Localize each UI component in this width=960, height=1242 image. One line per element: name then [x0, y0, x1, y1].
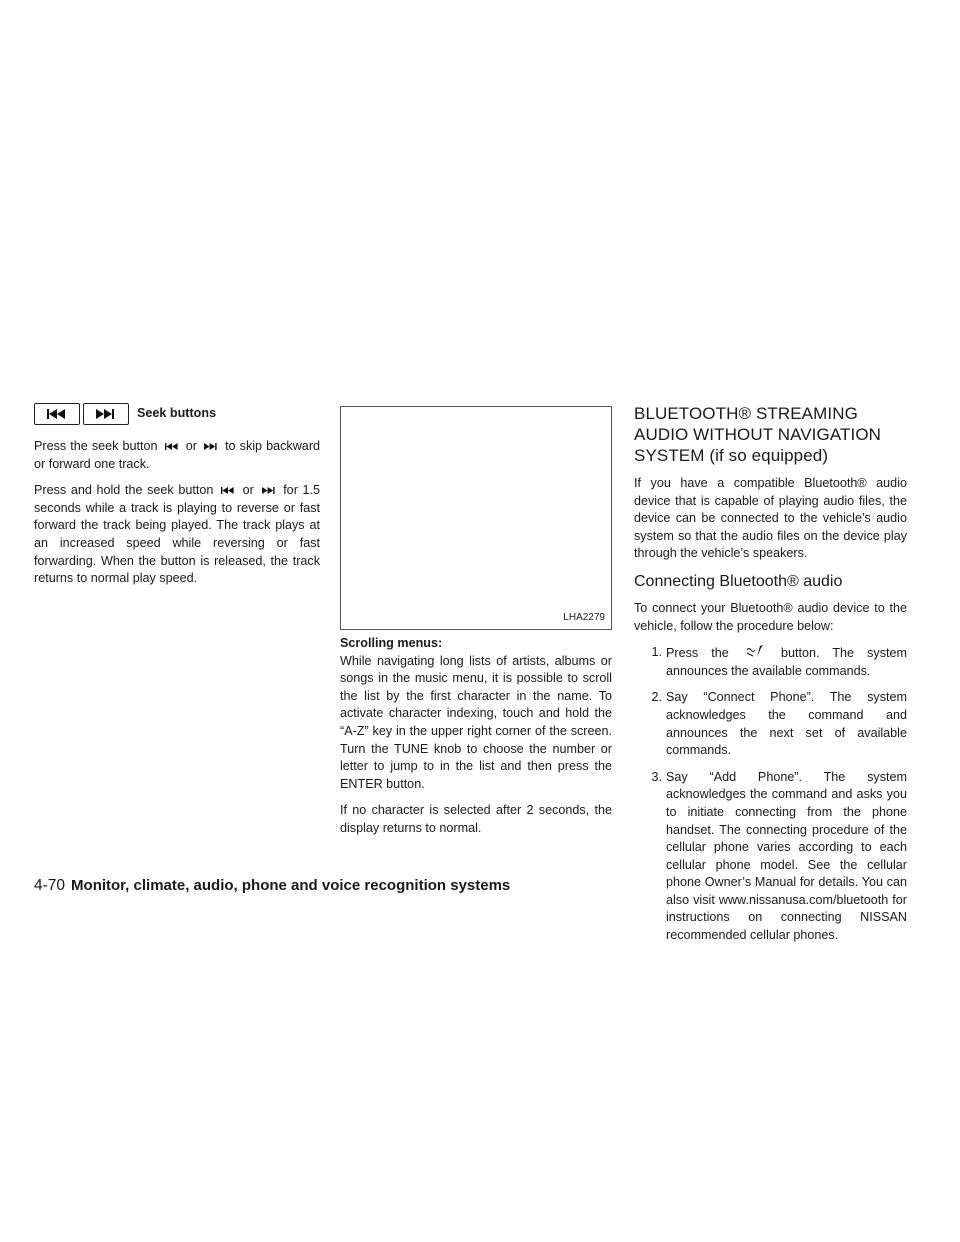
list-item [634, 644, 907, 680]
hold-text-b: for 1.5 seconds while a track is playing to reverse or fast forward the track being played. The track plays at an increased speed while reversing or fast forwarding. When the button is released, the track returns to normal play speed. [34, 483, 321, 586]
column-seek-buttons [34, 402, 320, 597]
scrolling-menus-heading: Scrolling menus: [340, 636, 443, 650]
talk-button-icon [745, 644, 765, 658]
seek-back-icon [221, 486, 235, 495]
bluetooth-section-heading: BLUETOOTH® STREAMING AUDIO WITHOUT NAVIGATION SYSTEM (if so equipped) [634, 404, 882, 465]
connecting-lead-paragraph: To connect your Bluetooth® audio device to the vehicle, follow the procedure below: [634, 600, 907, 633]
seek-buttons-illustration [34, 402, 320, 426]
bluetooth-intro-paragraph: If you have a compatible Bluetooth® audio device that is capable of playing audio files, the device can be connected to the vehicle’s audio system so that the audio files on the device play through the vehicle’s speakers. [634, 476, 907, 561]
scrolling-menus-timeout-paragraph: If no character is selected after 2 seconds, the display returns to normal. [340, 803, 612, 835]
step-number: 3. [651, 769, 662, 784]
seek-text-or: or [185, 439, 197, 453]
seek-back-icon [47, 409, 67, 419]
page-number: 4-70 [34, 877, 66, 894]
column-scrolling-menus [340, 406, 612, 847]
seek-buttons-label: Seek buttons [137, 406, 217, 421]
seek-forward-icon [204, 442, 218, 451]
list-item [634, 689, 907, 759]
hold-text-or: or [242, 483, 254, 498]
seek-forward-button-graphic [83, 403, 129, 425]
connecting-steps-list [634, 644, 907, 945]
list-item [634, 769, 907, 945]
chapter-title: Monitor, climate, audio, phone and voice recognition systems [71, 877, 511, 894]
column-bluetooth-audio [634, 403, 907, 954]
step-body: Say “Connect Phone”. The system acknowledges the command and announces the next set of available commands. [666, 690, 907, 758]
step-number: 2. [651, 690, 662, 705]
step-body [666, 644, 907, 680]
connecting-bluetooth-heading: Connecting Bluetooth® audio [634, 572, 843, 590]
seek-back-icon [165, 442, 179, 451]
step-text-a: Press the [666, 646, 729, 661]
step-number: 1. [651, 645, 662, 660]
seek-forward-icon [96, 409, 116, 419]
seek-paragraph [34, 438, 320, 473]
seek-text-b: to skip backward or forward one track. [34, 439, 321, 471]
step-body: Say “Add Phone”. The system acknowledges the command and asks you to initiate connecting from the phone handset. The connecting procedure of the cellular phone varies according to each cellular phone model. See the cellular phone Owner’s Manual for details. You can also visit www.nissanusa.com/bluetooth for instructions on connecting NISSAN recommended cellular phones. [666, 769, 907, 943]
figure-code: LHA2279 [563, 612, 605, 624]
page-footer [34, 877, 510, 895]
scrolling-menus-paragraph: While navigating long lists of artists, albums or songs in the music menu, it is possible to scroll the list by the first character in the name. To activate character indexing, touch and hold the “A-Z” key in the upper right corner of the screen. Turn the TUNE knob to choose the number or letter to jump to in the list and then press the ENTER button. [340, 653, 612, 791]
figure-frame [340, 406, 612, 630]
step-text-b: button. The system announces the available commands. [666, 646, 908, 678]
seek-forward-icon [262, 486, 276, 495]
seek-back-button-graphic [34, 403, 80, 425]
seek-text-a: Press the seek button [34, 439, 158, 453]
hold-text-a: Press and hold the seek button [34, 483, 214, 498]
seek-hold-paragraph [34, 482, 320, 588]
